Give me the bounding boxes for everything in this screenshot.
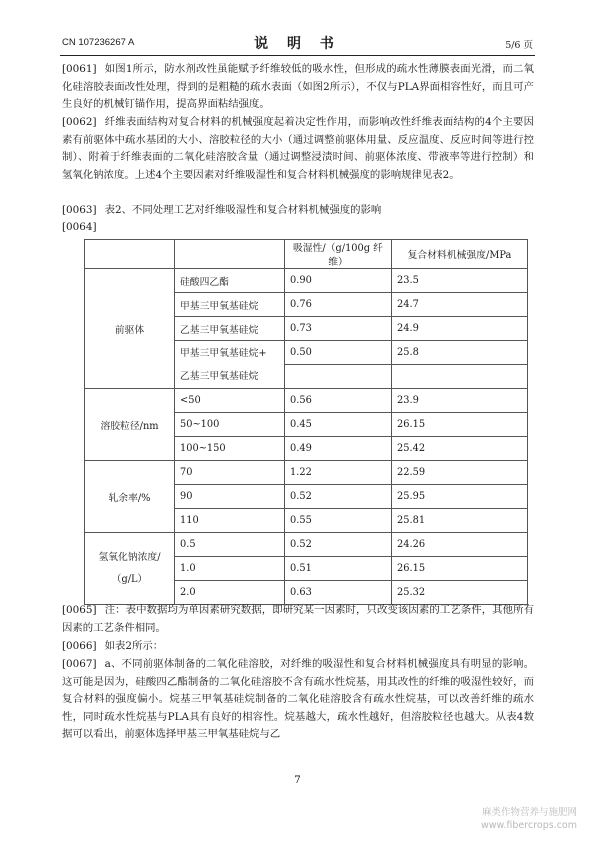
moisture-cell: 0.76	[285, 293, 392, 317]
page-info: 5/6 页	[505, 40, 533, 51]
paragraph-text: 纤维表面结构对复合材料的机械强度起着决定性作用，而影响改性纤维表面结构的4个主要因素有前驱体中疏水基团的大小、溶胶粒径的大小（通过调整前驱体用量、反应温度、反应时间等进行控制）、附着于纤维表面的二氧化硅溶胶含量（通过调整浸渍时间、前驱体浓度、带液率等进行控制）和氢氧化钠浓度。上述4个主要因素对纤维吸湿性和复合材料机械强度的影响规律见表2。	[62, 116, 534, 181]
paragraph-0067	[62, 656, 534, 744]
watermark	[481, 806, 577, 832]
group-label: 溶胶粒径/nm	[85, 389, 175, 461]
paragraph-tag: [0064]	[62, 221, 97, 233]
paragraph-text: 如图1所示，防水剂改性虽能赋予纤维较低的吸水性，但形成的疏水性薄膜表面光滑，而二氧化硅溶胶表面改性处理，得到的是粗糙的疏水表面（如图2所示），不仅与PLA界面相容性好，而且可产生良好的机械钉锚作用，提高界面粘结强度。	[62, 63, 534, 110]
header-divider	[60, 55, 535, 56]
strength-cell: 25.81	[392, 509, 528, 533]
moisture-cell: 0.56	[285, 389, 392, 413]
paragraph-0064	[62, 219, 534, 237]
doc-number: CN 107236267 A	[62, 37, 135, 48]
page-number: 7	[294, 774, 301, 786]
condition-cell: 2.0	[175, 581, 285, 605]
moisture-cell: 0.63	[285, 581, 392, 605]
strength-cell: 25.42	[392, 437, 528, 461]
moisture-cell: 0.90	[285, 269, 392, 293]
header-cell	[85, 240, 175, 269]
condition-line-1: 甲基三甲氧基硅烷+	[180, 347, 267, 359]
paragraph-0062	[62, 114, 534, 184]
table-row	[85, 269, 528, 293]
strength-cell: 24.9	[392, 317, 528, 341]
paragraph-tag: [0063]	[62, 204, 97, 216]
paragraph-0066	[62, 638, 534, 656]
condition-cell: 甲基三甲氧基硅烷	[175, 293, 285, 317]
group-label	[85, 533, 175, 605]
strength-cell: 24.7	[392, 293, 528, 317]
paragraph-tag: [0061]	[62, 63, 97, 75]
condition-cell: 50~100	[175, 413, 285, 437]
paragraph-0063	[62, 202, 534, 220]
paragraph-0061	[62, 61, 534, 114]
strength-cell: 26.15	[392, 557, 528, 581]
header-cell	[175, 240, 285, 269]
condition-cell	[175, 341, 285, 389]
moisture-cell: 0.51	[285, 557, 392, 581]
moisture-cell: 0.50	[285, 341, 392, 365]
condition-cell: 乙基三甲氧基硅烷	[175, 317, 285, 341]
moisture-cell: 0.55	[285, 509, 392, 533]
header-cell-moisture: 吸湿性/（g/100g 纤维）	[285, 240, 392, 269]
paragraph-0065	[62, 602, 534, 637]
condition-cell: 100~150	[175, 437, 285, 461]
table-row	[85, 461, 528, 485]
paragraph-text: 表2、不同处理工艺对纤维吸湿性和复合材料机械强度的影响	[104, 204, 382, 216]
strength-cell: 23.5	[392, 269, 528, 293]
watermark-line-2: www.fibercrops.com	[480, 820, 577, 831]
watermark-line-1: 麻类作物营养与施肥网	[481, 807, 577, 818]
paragraph-tag: [0066]	[62, 640, 97, 652]
paragraph-tag: [0067]	[62, 658, 97, 670]
table-row	[85, 389, 528, 413]
condition-line-2: 乙基三甲氧基硅烷	[180, 370, 259, 382]
paragraph-tag: [0065]	[62, 604, 97, 616]
condition-cell: 70	[175, 461, 285, 485]
group-label: 前驱体	[85, 269, 175, 389]
paragraph-text: a、不同前驱体制备的二氧化硅溶胶，对纤维的吸湿性和复合材料机械强度具有明显的影响。这可能是因为，硅酸四乙酯制备的二氧化硅溶胶不含有疏水性烷基，用其改性的纤维的吸湿性较好，而复合材料的强度偏小。烷基三甲氧基硅烷制备的二氧化硅溶胶含有疏水性烷基，可以改善纤维的疏水性，同时疏水性烷基与PLA具有良好的相容性。烷基越大，疏水性越好，但溶胶粒径也越大。从表4数据可以看出，前驱体选择甲基三甲氧基硅烷与乙	[62, 658, 534, 740]
empty-cell	[285, 365, 392, 389]
group-label: 轧余率/%	[85, 461, 175, 533]
page-title: 说 明 书	[254, 36, 341, 52]
condition-cell: 硅酸四乙酯	[175, 269, 285, 293]
strength-cell: 26.15	[392, 413, 528, 437]
group-label-line-2: （g/L）	[111, 573, 148, 585]
strength-cell: 24.26	[392, 533, 528, 557]
table-row	[85, 533, 528, 557]
condition-cell: 90	[175, 485, 285, 509]
condition-cell: 0.5	[175, 533, 285, 557]
paragraph-text: 注：表中数据均为单因素研究数据，即研究某一因素时，只改变该因素的工艺条件，其他所有因素的工艺条件相同。	[62, 604, 534, 634]
condition-cell: <50	[175, 389, 285, 413]
group-label-line-1: 氢氧化钠浓度/	[98, 551, 161, 563]
strength-cell: 22.59	[392, 461, 528, 485]
condition-cell: 1.0	[175, 557, 285, 581]
paragraph-tag: [0062]	[62, 116, 97, 128]
moisture-cell: 0.49	[285, 437, 392, 461]
moisture-cell: 0.73	[285, 317, 392, 341]
results-table	[84, 239, 528, 605]
moisture-cell: 0.45	[285, 413, 392, 437]
moisture-cell: 1.22	[285, 461, 392, 485]
strength-cell: 23.9	[392, 389, 528, 413]
condition-cell: 110	[175, 509, 285, 533]
strength-cell: 25.32	[392, 581, 528, 605]
paragraph-text: 如表2所示：	[104, 640, 164, 652]
table-header-row	[85, 240, 528, 269]
strength-cell: 25.95	[392, 485, 528, 509]
strength-cell: 25.8	[392, 341, 528, 365]
moisture-cell: 0.52	[285, 485, 392, 509]
moisture-cell: 0.52	[285, 533, 392, 557]
header-cell-strength: 复合材料机械强度/MPa	[392, 240, 528, 269]
empty-cell	[392, 365, 528, 389]
